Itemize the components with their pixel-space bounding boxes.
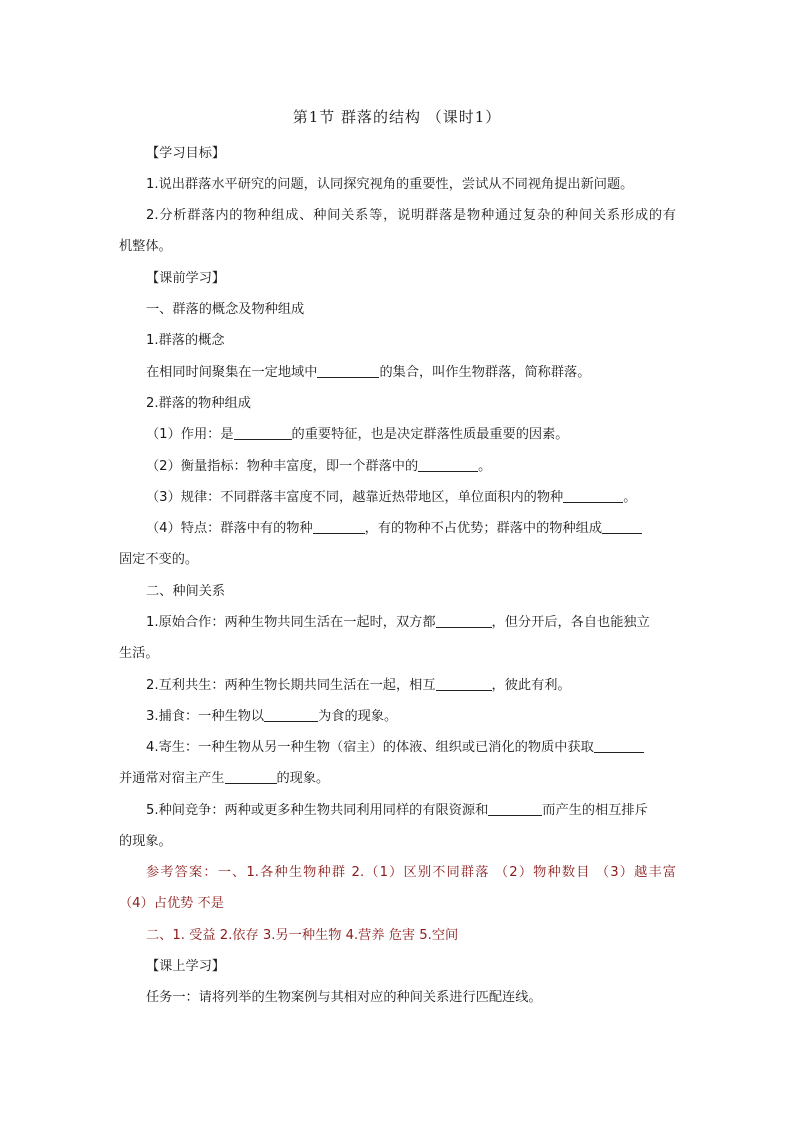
- parasite-line2-after: 的现象。: [276, 771, 330, 786]
- task-1: 任务一：请将列举的生物案例与其相对应的种间关系进行匹配连线。: [146, 990, 542, 1005]
- in-class-heading: 【课上学习】: [146, 959, 226, 974]
- role-sentence: [146, 425, 676, 445]
- goal-item-2-line-2: 机整体。: [119, 239, 172, 254]
- answer-line-2: （4）占优势 不是: [119, 896, 224, 911]
- parasite-text-before: 4.寄生：一种生物从另一种生物（宿主）的体液、组织或已消化的物质中获取: [146, 740, 594, 755]
- answer-line-1: 参考答案：一、1.各种生物种群 2.（1）区别不同群落 （2）物种数目 （3）越丰富: [146, 865, 676, 880]
- coop-text-before: 1.原始合作：两种生物共同生活在一起时，双方都: [146, 615, 436, 630]
- feature-text-middle: ，有的物种不占优势；群落中的物种组成: [364, 521, 603, 536]
- predation-text-before: 3.捕食：一种生物以: [146, 709, 265, 724]
- measure-sentence: [146, 457, 676, 477]
- fill-blank[interactable]: [418, 457, 478, 472]
- section-2-title: 二、种间关系: [146, 584, 226, 599]
- section-1-title: 一、群落的概念及物种组成: [146, 302, 305, 317]
- fill-blank[interactable]: [225, 769, 277, 784]
- mutual-text-after: ，彼此有利。: [491, 678, 571, 693]
- mutual-sentence: [146, 676, 676, 696]
- fill-blank[interactable]: [313, 519, 365, 534]
- fill-blank[interactable]: [594, 738, 644, 753]
- concept-title: 1.群落的概念: [146, 333, 225, 348]
- pre-study-heading: 【课前学习】: [146, 271, 226, 286]
- compete-sentence: [146, 801, 676, 821]
- goals-heading: 【学习目标】: [146, 146, 226, 161]
- feature-sentence: [146, 519, 676, 539]
- compete-text-before: 5.种间竞争：两种或更多种生物共同利用同样的有限资源和: [146, 803, 489, 818]
- concept-sentence: [146, 363, 676, 383]
- feature-text-before: （4）特点：群落中有的物种: [146, 521, 313, 536]
- rule-text-after: 。: [623, 490, 637, 505]
- rule-text-before: （3）规律：不同群落丰富度不同，越靠近热带地区，单位面积内的物种: [146, 490, 564, 505]
- answer-line-3: 二、1. 受益 2.依存 3.另一种生物 4.营养 危害 5.空间: [146, 928, 459, 943]
- rule-sentence: [146, 488, 676, 508]
- parasite-sentence: [146, 738, 676, 758]
- coop-sentence: [146, 613, 676, 633]
- composition-title: 2.群落的物种组成: [146, 396, 251, 411]
- parasite-line-2: [119, 769, 649, 789]
- measure-text-before: （2）衡量指标：物种丰富度，即一个群落中的: [146, 459, 419, 474]
- fill-blank[interactable]: [436, 676, 492, 691]
- predation-sentence: [146, 707, 676, 727]
- fill-blank[interactable]: [264, 707, 318, 722]
- fill-blank[interactable]: [234, 425, 292, 440]
- concept-text-after: 的集合，叫作生物群落，简称群落。: [379, 365, 591, 380]
- compete-line-2: 的现象。: [119, 834, 172, 849]
- role-text-after: 的重要特征，也是决定群落性质最重要的因素。: [291, 427, 569, 442]
- fill-blank[interactable]: [602, 519, 642, 534]
- compete-text-after: 而产生的相互排斥: [542, 803, 648, 818]
- measure-text-after: 。: [478, 459, 492, 474]
- fill-blank[interactable]: [436, 613, 492, 628]
- mutual-text-before: 2.互利共生：两种生物长期共同生活在一起，相互: [146, 678, 436, 693]
- feature-line-2: 固定不变的。: [119, 552, 199, 567]
- coop-text-after: ，但分开后，各自也能独立: [491, 615, 650, 630]
- fill-blank[interactable]: [317, 363, 379, 378]
- coop-line-2: 生活。: [119, 646, 159, 661]
- goal-item-1: 1.说出群落水平研究的问题，认同探究视角的重要性，尝试从不同视角提出新问题。: [146, 177, 634, 192]
- fill-blank[interactable]: [488, 801, 542, 816]
- role-text-before: （1）作用：是: [146, 427, 234, 442]
- parasite-line2-before: 并通常对宿主产生: [119, 771, 225, 786]
- fill-blank[interactable]: [563, 488, 623, 503]
- predation-text-after: 为食的现象。: [318, 709, 398, 724]
- goal-item-2-line-1: 2.分析群落内的物种组成、种间关系等，说明群落是物种通过复杂的种间关系形成的有: [146, 208, 676, 223]
- page-title: 第1节 群落的结构 （课时1）: [292, 108, 502, 126]
- concept-text-before: 在相同时间聚集在一定地域中: [146, 365, 318, 380]
